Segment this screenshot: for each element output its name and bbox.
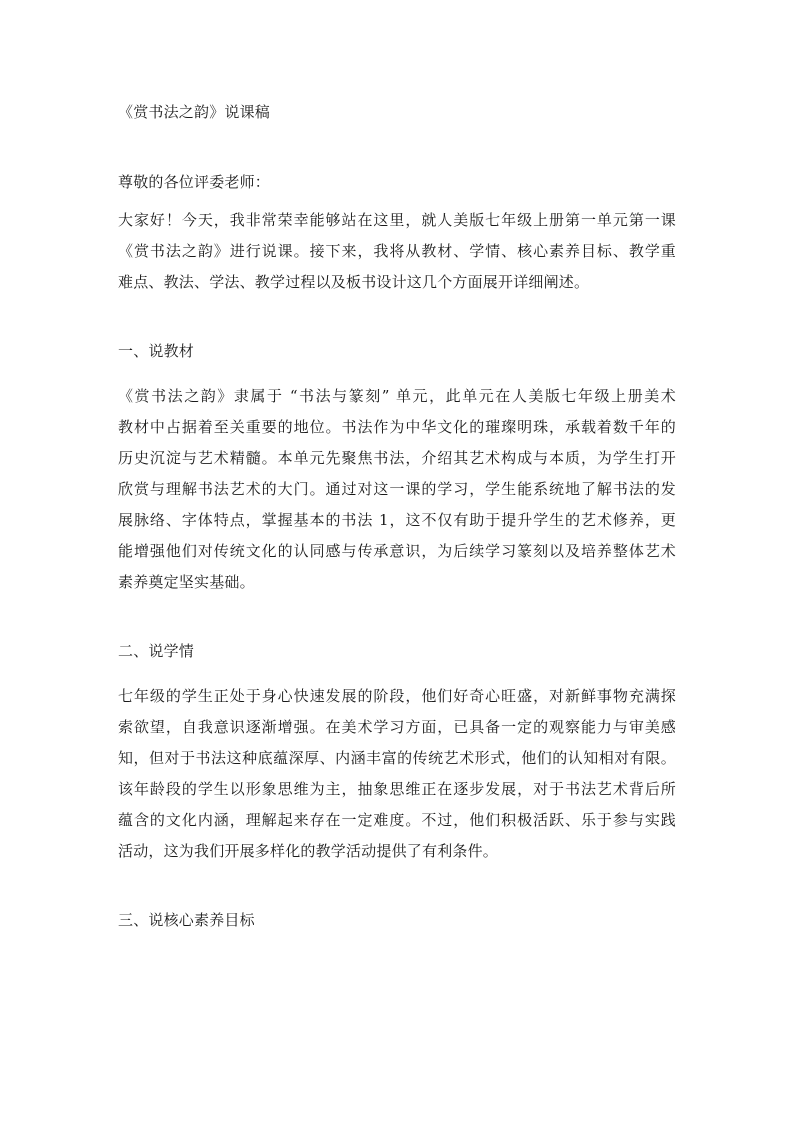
section1-line-7: 素养奠定坚实基础。 (118, 573, 255, 591)
section2-line-4: 该年龄段的学生以形象思维为主，抽象思维正在逐步发展，对于书法艺术背后所 (118, 780, 676, 798)
section1-line-5: 展脉络、字体特点，掌握基本的书法 1，这不仅有助于提升学生的艺术修养，更 (118, 511, 676, 529)
intro-line-3: 难点、教法、学法、教学过程以及板书设计这几个方面展开详细阐述。 (118, 273, 590, 291)
section-heading-textbook: 一、说教材 (118, 342, 195, 360)
section-heading-students: 二、说学情 (118, 642, 195, 660)
section2-line-5: 蕴含的文化内涵，理解起来存在一定难度。不过，他们积极活跃、乐于参与实践 (118, 811, 676, 829)
section2-line-6: 活动，这为我们开展多样化的教学活动提供了有利条件。 (118, 842, 499, 860)
document-title: 《赏书法之韵》说课稿 (118, 103, 271, 121)
section2-line-3: 知，但对于书法这种底蕴深厚、内涵丰富的传统艺术形式，他们的认知相对有限。 (118, 749, 676, 767)
section-heading-core-literacy: 三、说核心素养目标 (118, 911, 255, 929)
section2-line-1: 七年级的学生正处于身心快速发展的阶段，他们好奇心旺盛，对新鲜事物充满探 (118, 687, 676, 705)
section1-line-2: 教材中占据着至关重要的地位。书法作为中华文化的璀璨明珠，承载着数千年的 (118, 418, 676, 436)
intro-line-1: 大家好！今天，我非常荣幸能够站在这里，就人美版七年级上册第一单元第一课 (118, 211, 676, 229)
section2-line-2: 索欲望，自我意识逐渐增强。在美术学习方面，已具备一定的观察能力与审美感 (118, 718, 676, 736)
greeting: 尊敬的各位评委老师： (118, 173, 271, 191)
section1-line-6: 能增强他们对传统文化的认同感与传承意识，为后续学习篆刻以及培养整体艺术 (118, 542, 676, 560)
section1-line-4: 欣赏与理解书法艺术的大门。通过对这一课的学习，学生能系统地了解书法的发 (118, 480, 676, 498)
intro-line-2: 《赏书法之韵》进行说课。接下来，我将从教材、学情、核心素养目标、教学重 (118, 242, 676, 260)
section1-line-1: 《赏书法之韵》隶属于 “书法与篆刻” 单元，此单元在人美版七年级上册美术 (118, 387, 676, 405)
section1-line-3: 历史沉淀与艺术精髓。本单元先聚焦书法，介绍其艺术构成与本质，为学生打开 (118, 449, 676, 467)
